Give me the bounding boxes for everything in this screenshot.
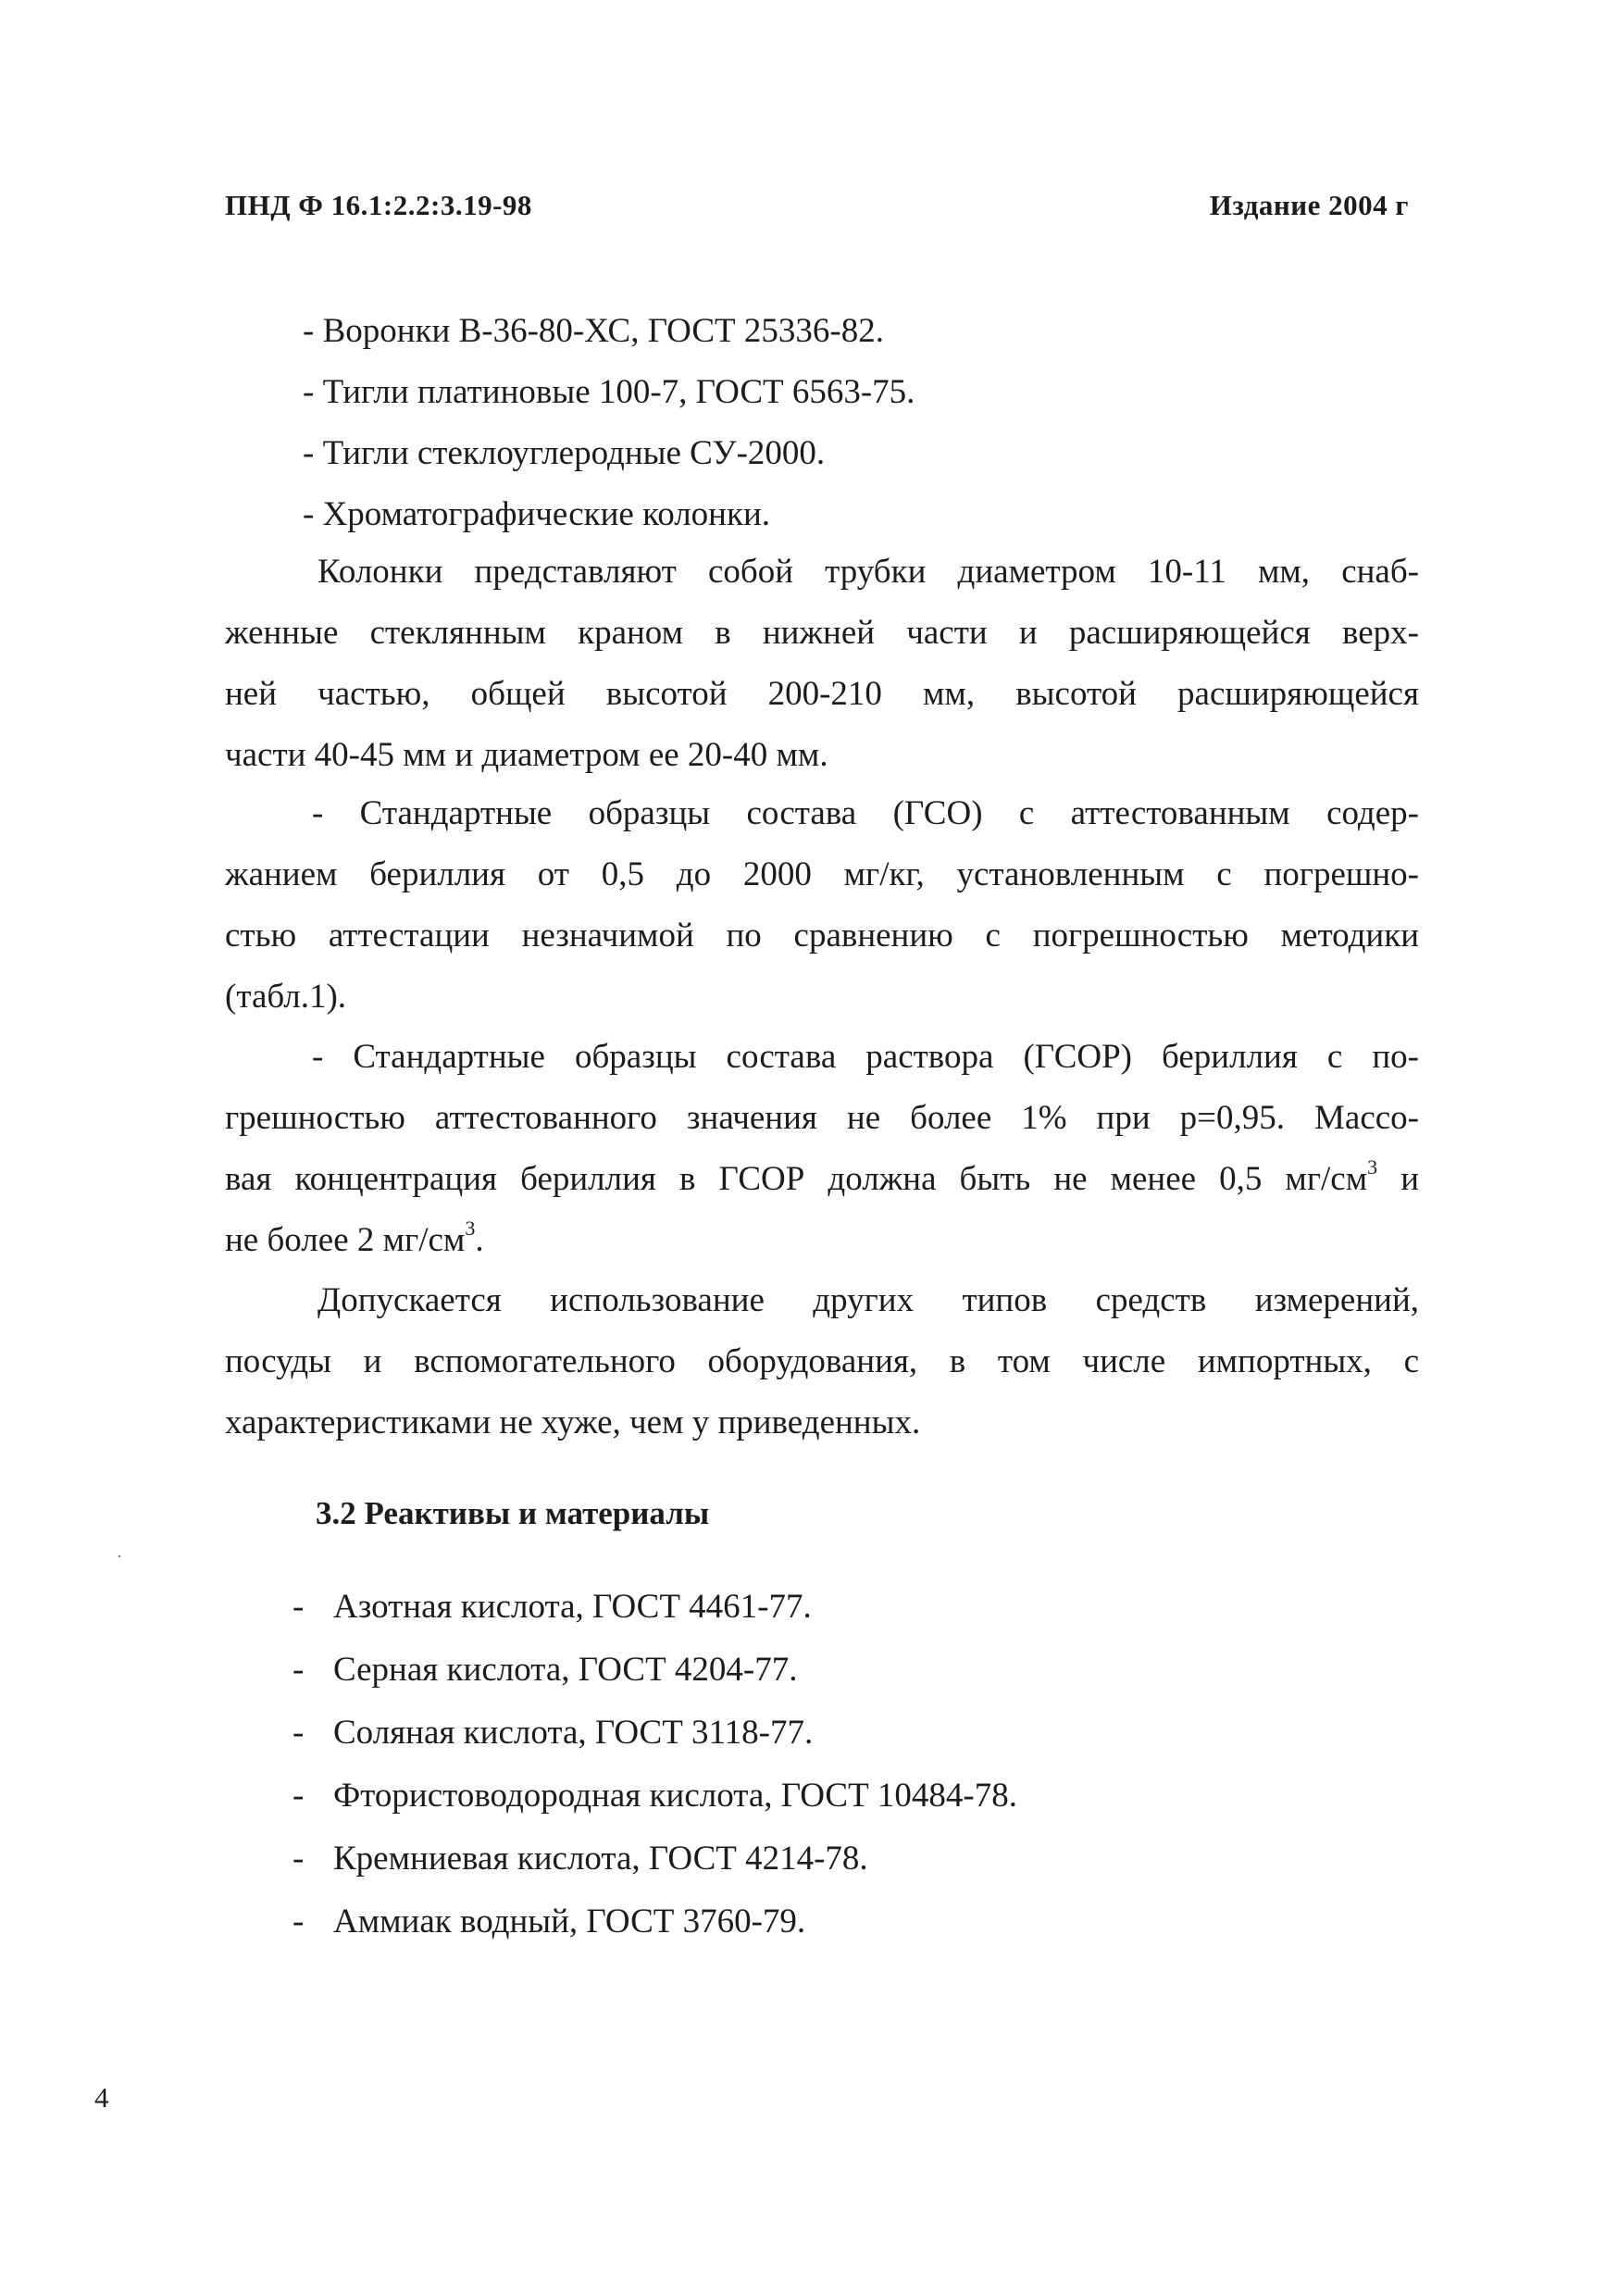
list-item-text: Серная кислота, ГОСТ 4204-77. (333, 1651, 798, 1689)
paragraph-line: Колонки представляют собой трубки диаметром 10-11 мм, снаб- (317, 553, 1419, 591)
section-heading: 3.2 Реактивы и материалы (316, 1495, 710, 1531)
list-item-text: Азотная кислота, ГОСТ 4461-77. (333, 1588, 812, 1626)
list-dash: - (292, 1903, 305, 1940)
superscript: 3 (1367, 1155, 1378, 1179)
list-item (292, 1828, 1017, 1890)
list-item-text: Аммиак водный, ГОСТ 3760-79. (333, 1903, 806, 1940)
edition-label: Издание 2004 г (1209, 189, 1409, 221)
allowance-paragraph (225, 1270, 1419, 1454)
paragraph-text: и (1377, 1160, 1419, 1198)
list-item (292, 1765, 1017, 1828)
list-item (292, 1702, 1017, 1765)
paragraph-text: вая концентрация бериллия в ГСОР должна быть не менее 0,5 мг/см (225, 1160, 1368, 1198)
paragraph-line (225, 1149, 1419, 1210)
list-item-text: Кремниевая кислота, ГОСТ 4214-78. (333, 1840, 868, 1878)
paragraph-line: посуды и вспомогательного оборудования, в том числе импортных, с (225, 1342, 1419, 1380)
list-dash: - (292, 1777, 305, 1815)
equipment-list (225, 301, 1419, 545)
equipment-item: - Тигли стеклоуглеродные СУ-2000. (303, 434, 826, 472)
list-item-text: Фтористоводородная кислота, ГОСТ 10484-78. (333, 1777, 1018, 1815)
paragraph-line: женные стеклянным краном в нижней части и расширяющейся верх- (225, 614, 1419, 652)
paragraph-line: характеристиками не хуже, чем у приведенных. (225, 1404, 921, 1441)
superscript: 3 (465, 1217, 476, 1240)
paragraph-line: - Стандартные образцы состава (ГСО) с аттестованным содер- (312, 794, 1419, 832)
list-dash: - (292, 1588, 305, 1626)
equipment-item: - Воронки В-36-80-ХС, ГОСТ 25336-82. (303, 312, 884, 350)
page-number: 4 (94, 2081, 109, 2114)
paragraph-text: . (475, 1221, 484, 1259)
list-item (292, 1639, 1017, 1702)
equipment-item: - Тигли платиновые 100-7, ГОСТ 6563-75. (303, 373, 915, 411)
list-dash: - (292, 1714, 305, 1752)
list-dash: - (292, 1840, 305, 1878)
paragraph-line: (табл.1). (225, 978, 347, 1016)
list-item (292, 1576, 1017, 1639)
paragraph-line: Допускается использование других типов средств измерений, (317, 1281, 1419, 1319)
document-code: ПНД Ф 16.1:2.2:3.19-98 (225, 189, 532, 221)
equipment-item: - Хроматографические колонки. (303, 495, 770, 533)
paragraph-text: не более 2 мг/см (225, 1221, 466, 1259)
reagents-list (292, 1576, 1017, 1953)
list-item-text: Соляная кислота, ГОСТ 3118-77. (333, 1714, 814, 1752)
list-dash: - (292, 1651, 305, 1689)
paragraph-line: части 40-45 мм и диаметром ее 20-40 мм. (225, 736, 828, 774)
paragraph-line: грешностью аттестованного значения не более 1% при р=0,95. Массо- (225, 1099, 1419, 1137)
paragraph-line: - Стандартные образцы состава раствора (ГСОР) бериллия с по- (312, 1038, 1419, 1076)
paragraph-line: ней частью, общей высотой 200-210 мм, высотой расширяющейся (225, 675, 1419, 713)
gsor-paragraph (225, 1027, 1419, 1271)
paragraph-line: жанием бериллия от 0,5 до 2000 мг/кг, установленным с погрешно- (225, 855, 1419, 893)
list-item (292, 1890, 1017, 1953)
gso-paragraph (225, 783, 1419, 1028)
scan-speck (118, 1555, 120, 1557)
columns-paragraph (225, 542, 1419, 786)
paragraph-line: стью аттестации незначимой по сравнению с погрешностью методики (225, 917, 1419, 955)
paragraph-line (225, 1210, 1419, 1271)
